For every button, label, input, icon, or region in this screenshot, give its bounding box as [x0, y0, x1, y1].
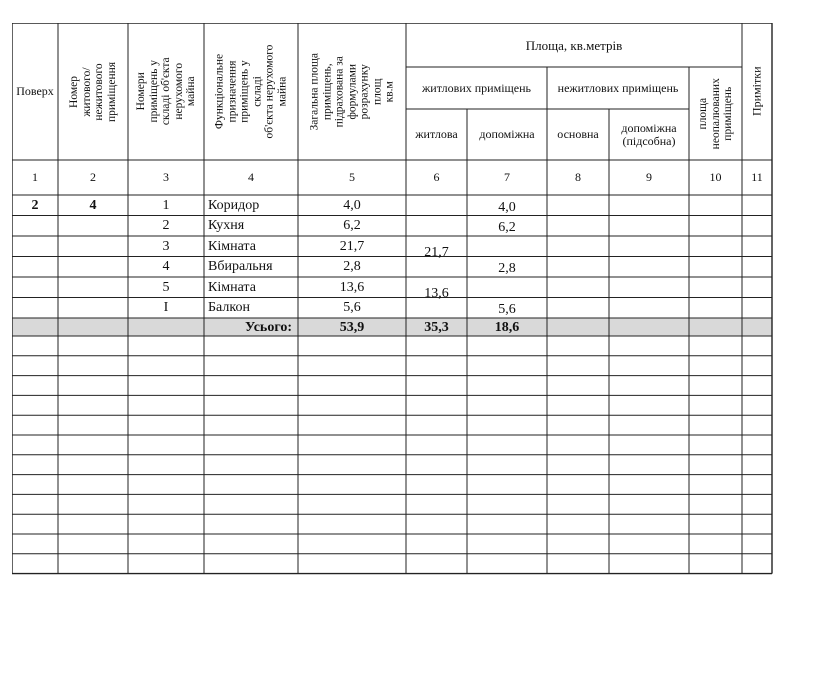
row-room: 2: [162, 218, 170, 234]
row-purpose: Вбиральня: [208, 259, 273, 275]
column-number-6: 6: [433, 170, 440, 184]
header-nonliving-group: нежитлових приміщень: [557, 80, 679, 95]
header-unheated: площа неопалюваних приміщень: [696, 77, 734, 150]
column-number-4: 4: [248, 170, 254, 184]
row-living: [406, 263, 467, 284]
row-living: [406, 222, 467, 243]
row-unit: [58, 216, 128, 237]
row-purpose: Кімната: [208, 279, 256, 295]
header-nonliving-aux: допоміжна (підсобна): [621, 120, 677, 148]
row-floor: [12, 298, 58, 319]
total-label: Усього:: [244, 319, 292, 335]
row-total: 5,6: [343, 300, 361, 316]
column-number-2: 2: [90, 170, 96, 184]
row-total: 2,8: [343, 259, 361, 275]
row-living: [406, 201, 467, 222]
column-number-8: 8: [575, 170, 581, 184]
row-unit: [58, 257, 128, 278]
row-room: 4: [162, 259, 170, 275]
row-purpose: Коридор: [208, 197, 260, 213]
row-total: 4,0: [343, 197, 361, 213]
total-living: 35,3: [424, 319, 449, 335]
row-aux: 5,6: [498, 302, 516, 318]
row-room: 3: [162, 238, 170, 254]
row-floor: [12, 257, 58, 278]
header-living-main: житлова: [415, 127, 458, 141]
header-room-numbers: Номери приміщень у складі об'єкта нерухомого майна: [134, 57, 197, 126]
header-total-area: Загальна площа приміщень, підрахована за формулами розрахунку площ кв.м: [308, 52, 396, 131]
row-aux: 2,8: [498, 261, 516, 277]
row-purpose: Кухня: [208, 218, 245, 234]
header-living-group: житлових приміщень: [422, 80, 531, 95]
header-living-aux: допоміжна: [479, 127, 535, 141]
column-number-10: 10: [709, 170, 722, 184]
row-living: 21,7: [424, 244, 449, 260]
row-total: 13,6: [339, 279, 365, 295]
row-unit: 4: [89, 197, 97, 213]
header-unit-number: Номер житового/нежитового приміщення: [68, 61, 118, 122]
row-aux: [467, 238, 547, 259]
total-area: 53,9: [339, 319, 365, 335]
row-unit: [58, 298, 128, 319]
column-number-3: 3: [163, 170, 169, 184]
row-unit: [58, 277, 128, 298]
row-aux: 6,2: [498, 220, 516, 236]
header-notes: Примітки: [749, 66, 764, 117]
row-aux: 4,0: [498, 199, 516, 215]
column-number-11: 11: [751, 170, 763, 184]
row-unit: [58, 236, 128, 257]
row-floor: [12, 236, 58, 257]
row-floor: [12, 216, 58, 237]
header-floor: Поверх: [16, 84, 54, 99]
row-floor: 2: [31, 197, 39, 213]
row-room: 1: [162, 197, 170, 213]
header-nonliving-main: основна: [557, 127, 599, 141]
row-room: I: [163, 300, 169, 316]
row-total: 6,2: [343, 218, 361, 234]
column-number-1: 1: [32, 170, 38, 184]
row-living: 13,6: [424, 285, 449, 301]
header-area-group: Площа, кв.метрів: [525, 37, 623, 53]
row-aux: [467, 279, 547, 300]
column-number-5: 5: [349, 170, 355, 184]
row-floor: [12, 277, 58, 298]
header-purpose: Функціональне призначення приміщень у складі об'єкта нерухомого майна: [213, 44, 288, 139]
column-number-9: 9: [646, 170, 652, 184]
total-aux: 18,6: [494, 319, 520, 335]
column-number-7: 7: [504, 170, 510, 184]
row-purpose: Балкон: [208, 300, 250, 316]
area-table: [12, 23, 774, 581]
row-total: 21,7: [339, 238, 365, 254]
row-purpose: Кімната: [208, 238, 256, 254]
row-room: 5: [162, 279, 170, 295]
